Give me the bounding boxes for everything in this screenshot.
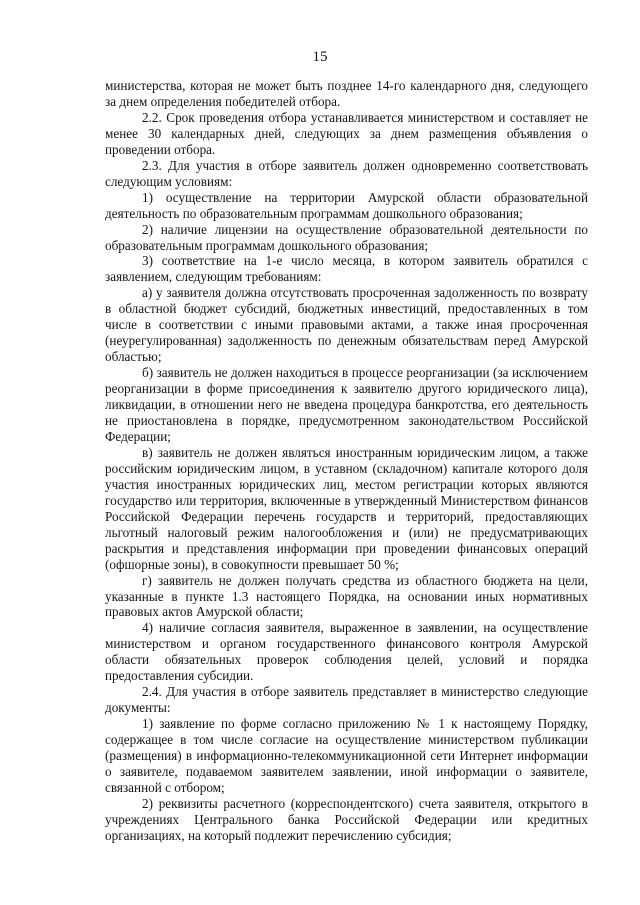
paragraph: 4) наличие согласия заявителя, выраженное в заявлении, на осуществление министерством и органом государственного финансового контроля Амурской области обязательных проверок соблюдения целей, условий и порядка предоставления субсидии. [105,620,588,684]
paragraph: а) у заявителя должна отсутствовать просроченная задолженность по возврату в областной бюджет субсидий, бюджетных инвестиций, предоставленных в том числе в соответствии с иными правовыми актами, а также иная просроченная (неурегулированная) задолженность по денежным обязательствам перед Амурской областью; [105,285,588,365]
paragraph: 2) наличие лицензии на осуществление образовательной деятельности по образовательным программам дошкольного образования; [105,221,588,253]
paragraph: министерства, которая не может быть позднее 14-го календарного дня, следующего за днем определения победителей отбора. [105,78,588,109]
paragraph: 2.4. Для участия в отборе заявитель представляет в министерство следующие документы: [105,684,588,716]
paragraph: г) заявитель не должен получать средства из областного бюджета на цели, указанные в пункте 1.3 настоящего Порядка, на основании иных нормативных правовых актов Амурской области; [105,572,588,620]
paragraph: в) заявитель не должен являться иностранным юридическим лицом, а также российским юридическим лицом, в уставном (складочном) капитале которого доля участия иностранных юридических лиц, местом регистрации которых являются государство или территория, включенные в утвержденный Министерством финансов Российской Федерации перечень государств и территорий, предоставляющих льготный налоговый режим налогообложения и (или) не предусматривающих раскрытия и представления информации при проведении финансовых операций (офшорные зоны), в совокупности превышает 50 %; [105,444,588,572]
paragraph: б) заявитель не должен находиться в процессе реорганизации (за исключением реорганизации в форме присоединения к заявителю другого юридического лица), ликвидации, в отношении него не введена процедура банкротства, его деятельность не приостановлена в порядке, предусмотренном законодательством Российской Федерации; [105,365,588,444]
paragraph: 3) соответствие на 1-е число месяца, в котором заявитель обратился с заявлением, следующим требованиям: [105,253,588,285]
paragraph: 2.3. Для участия в отборе заявитель должен одновременно соответствовать следующим условиям: [105,157,588,189]
page-number: 15 [312,49,328,65]
paragraph: 2.2. Срок проведения отбора устанавливается министерством и составляет не менее 30 календарных дней, следующих за днем размещения объявления о проведении отбора. [105,109,588,157]
paragraph: 2) реквизиты расчетного (корреспондентского) счета заявителя, открытого в учреждениях Центрального банка Российской Федерации или кредитных организациях, на который подлежит перечислению субсидия; [105,795,588,843]
paragraph: 1) заявление по форме согласно приложению № 1 к настоящему Порядку, содержащее в том числе согласие на осуществление министерством публикации (размещения) в информационно-телекоммуникационной сети Интернет информации о заявителе, подаваемом заявителем заявлении, иной информации о заявителе, связанной с отбором; [105,716,588,795]
paragraph: 1) осуществление на территории Амурской области образовательной деятельность по образовательным программам дошкольного образования; [105,189,588,221]
document-body [105,78,588,844]
